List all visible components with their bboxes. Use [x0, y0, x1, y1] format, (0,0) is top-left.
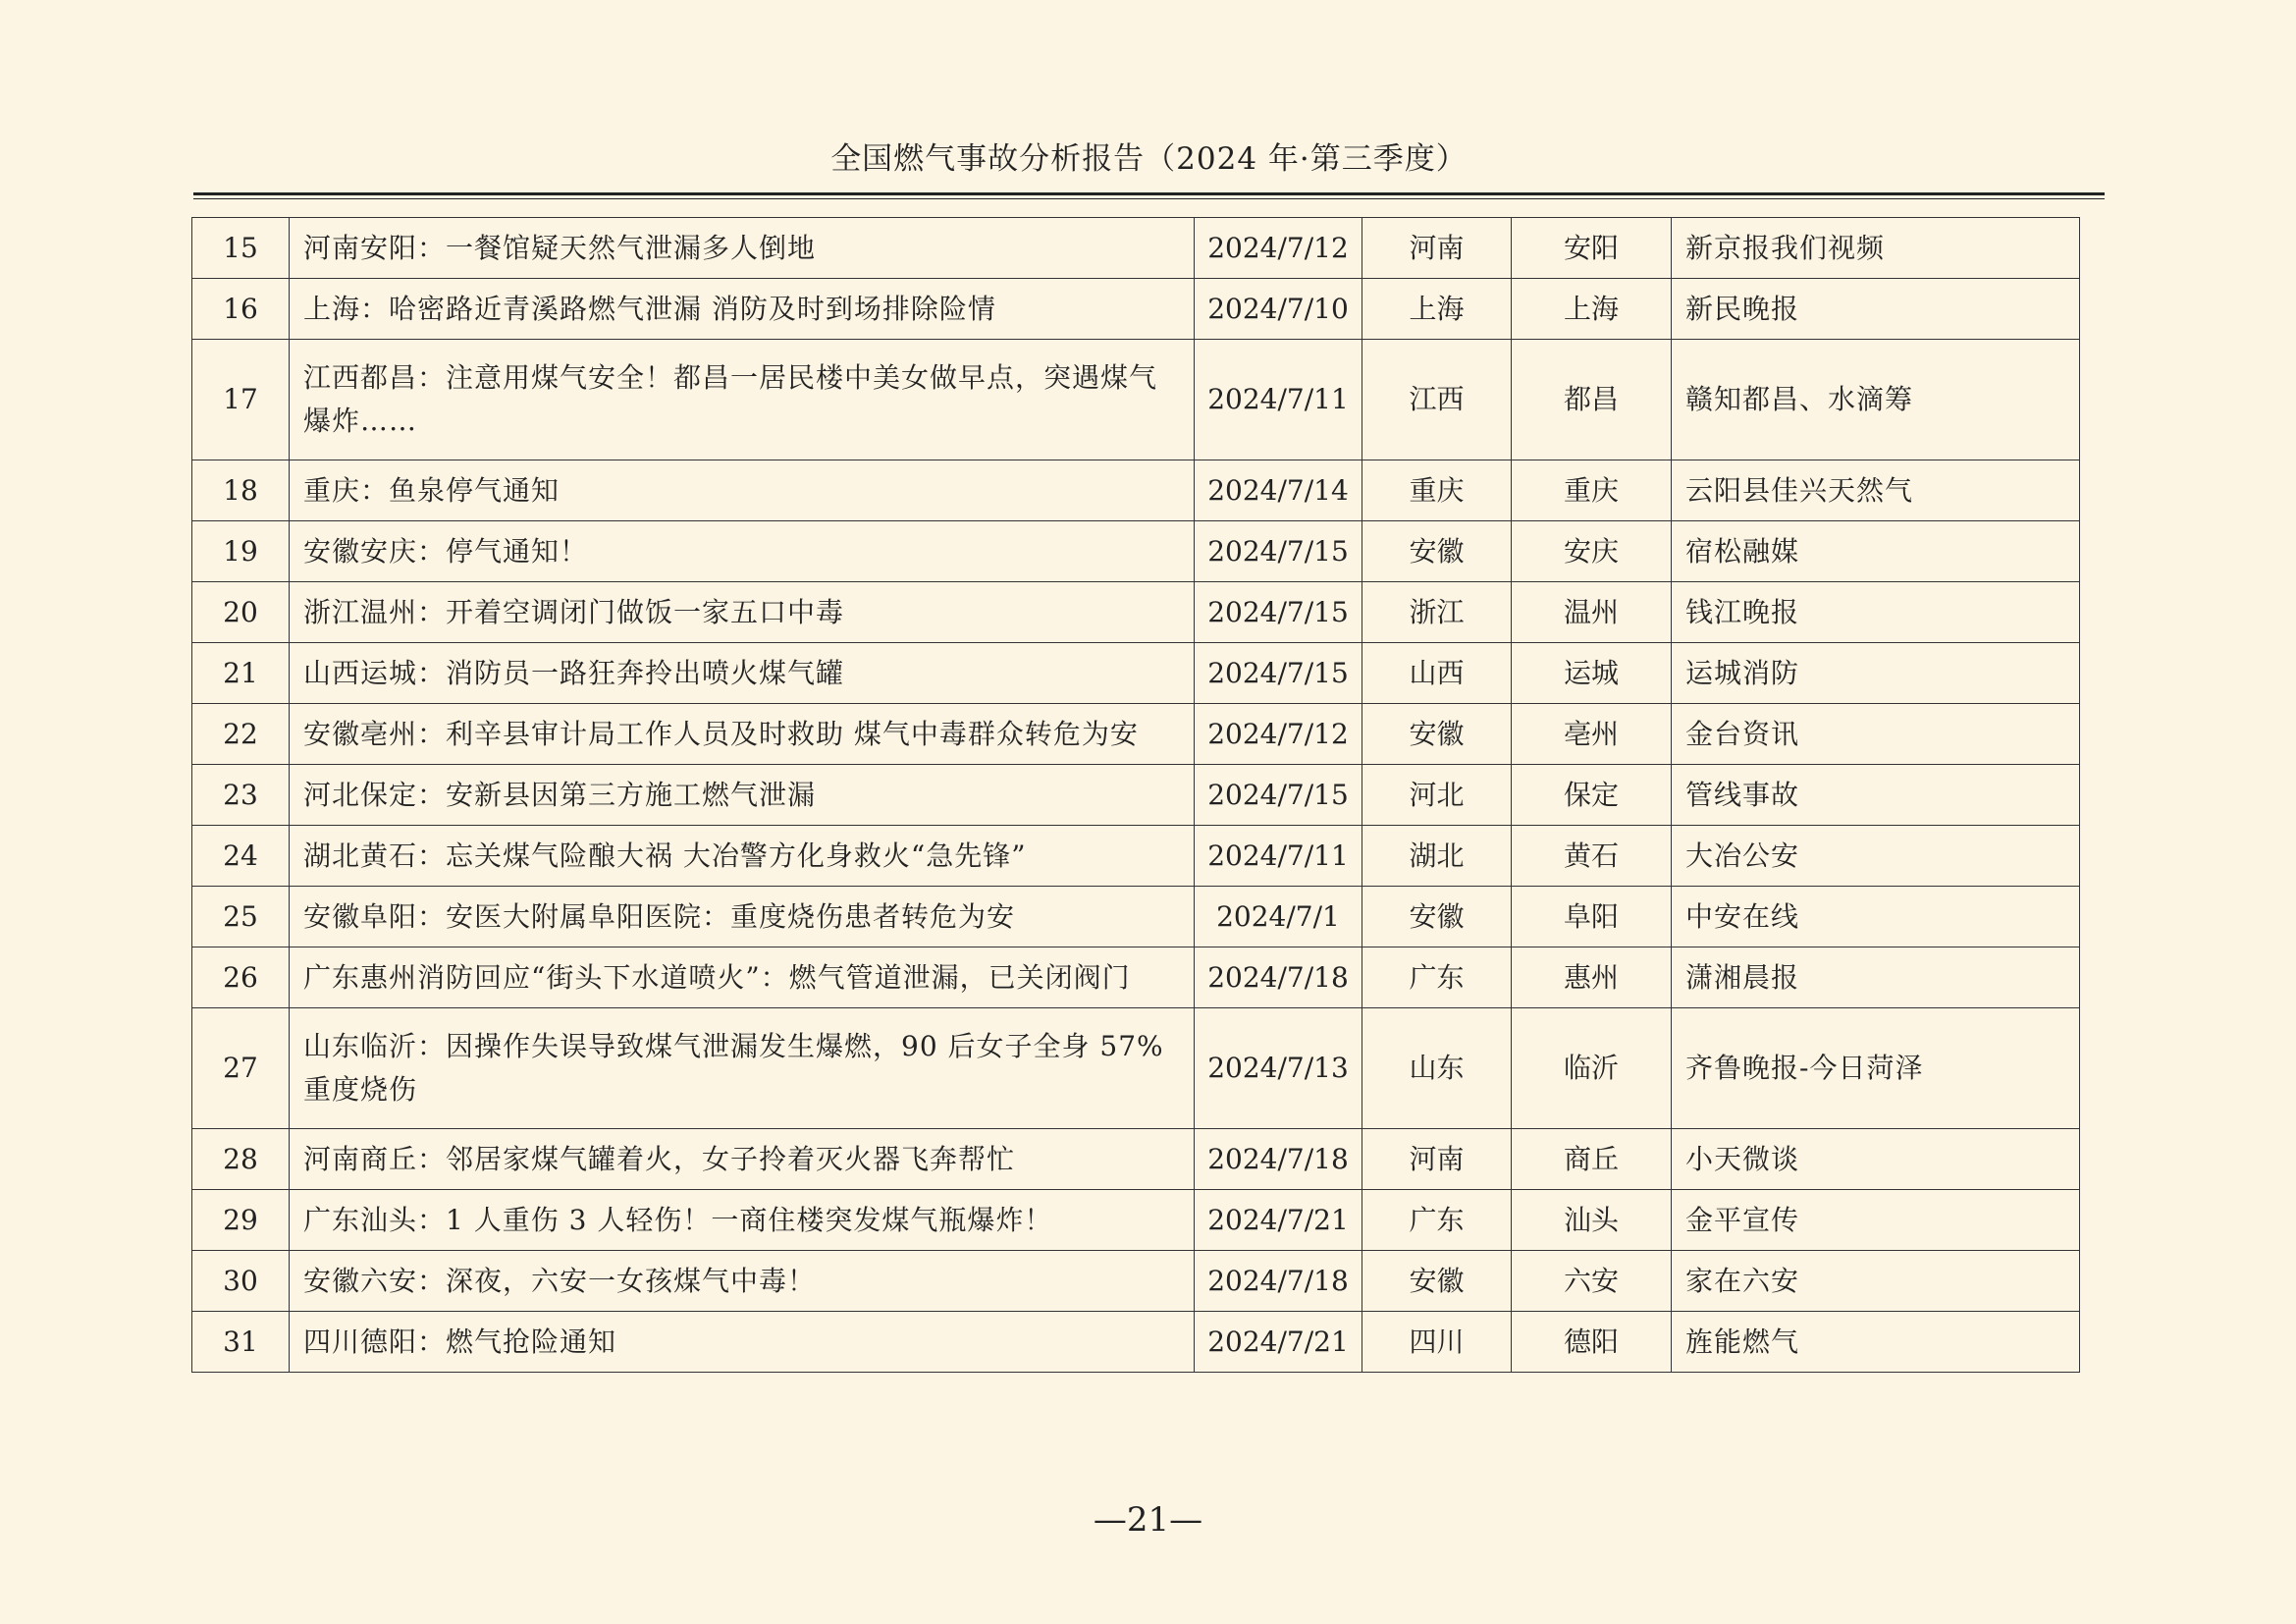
table-row: [192, 521, 2080, 582]
cell-city: 黄石: [1512, 826, 1672, 887]
cell-date: 2024/7/15: [1195, 582, 1362, 643]
cell-date: 2024/7/14: [1195, 460, 1362, 521]
cell-date: 2024/7/15: [1195, 521, 1362, 582]
cell-city: 汕头: [1512, 1190, 1672, 1251]
cell-number: 19: [192, 521, 290, 582]
cell-source: 运城消防: [1672, 643, 2080, 704]
cell-source: 家在六安: [1672, 1251, 2080, 1312]
cell-number: 24: [192, 826, 290, 887]
cell-number: 29: [192, 1190, 290, 1251]
cell-title: 江西都昌：注意用煤气安全！都昌一居民楼中美女做早点，突遇煤气爆炸……: [290, 340, 1195, 460]
cell-source: 金台资讯: [1672, 704, 2080, 765]
cell-title: 山西运城：消防员一路狂奔拎出喷火煤气罐: [290, 643, 1195, 704]
cell-title: 浙江温州：开着空调闭门做饭一家五口中毒: [290, 582, 1195, 643]
cell-source: 云阳县佳兴天然气: [1672, 460, 2080, 521]
cell-title: 广东汕头：1 人重伤 3 人轻伤！一商住楼突发煤气瓶爆炸！: [290, 1190, 1195, 1251]
cell-source: 新民晚报: [1672, 279, 2080, 340]
cell-province: 重庆: [1362, 460, 1512, 521]
cell-number: 21: [192, 643, 290, 704]
cell-city: 商丘: [1512, 1129, 1672, 1190]
cell-title: 河北保定：安新县因第三方施工燃气泄漏: [290, 765, 1195, 826]
cell-province: 广东: [1362, 947, 1512, 1008]
cell-province: 河北: [1362, 765, 1512, 826]
page-header-title: 全国燃气事故分析报告（2024 年·第三季度）: [830, 141, 1468, 177]
cell-title: 湖北黄石：忘关煤气险酿大祸 大冶警方化身救火“急先锋”: [290, 826, 1195, 887]
cell-city: 临沂: [1512, 1008, 1672, 1129]
page-number: —21—: [1093, 1500, 1203, 1540]
table-row: [192, 1312, 2080, 1373]
cell-title: 安徽亳州：利辛县审计局工作人员及时救助 煤气中毒群众转危为安: [290, 704, 1195, 765]
cell-date: 2024/7/15: [1195, 765, 1362, 826]
cell-source: 金平宣传: [1672, 1190, 2080, 1251]
table-row: [192, 1008, 2080, 1129]
cell-province: 四川: [1362, 1312, 1512, 1373]
cell-title: 安徽安庆：停气通知！: [290, 521, 1195, 582]
cell-source: 新京报我们视频: [1672, 218, 2080, 279]
incident-table: [191, 217, 2080, 1373]
cell-city: 六安: [1512, 1251, 1672, 1312]
cell-number: 31: [192, 1312, 290, 1373]
cell-date: 2024/7/12: [1195, 704, 1362, 765]
cell-title: 上海：哈密路近青溪路燃气泄漏 消防及时到场排除险情: [290, 279, 1195, 340]
cell-date: 2024/7/1: [1195, 887, 1362, 947]
table-row: [192, 1190, 2080, 1251]
table-row: [192, 887, 2080, 947]
cell-number: 17: [192, 340, 290, 460]
table-row: [192, 765, 2080, 826]
cell-source: 宿松融媒: [1672, 521, 2080, 582]
cell-province: 广东: [1362, 1190, 1512, 1251]
cell-title: 四川德阳：燃气抢险通知: [290, 1312, 1195, 1373]
cell-city: 运城: [1512, 643, 1672, 704]
cell-date: 2024/7/12: [1195, 218, 1362, 279]
cell-number: 25: [192, 887, 290, 947]
cell-title: 河南商丘：邻居家煤气罐着火，女子拎着灭火器飞奔帮忙: [290, 1129, 1195, 1190]
cell-date: 2024/7/11: [1195, 340, 1362, 460]
cell-city: 阜阳: [1512, 887, 1672, 947]
cell-province: 安徽: [1362, 521, 1512, 582]
table-row: [192, 704, 2080, 765]
cell-number: 28: [192, 1129, 290, 1190]
cell-source: 旌能燃气: [1672, 1312, 2080, 1373]
cell-title: 河南安阳：一餐馆疑天然气泄漏多人倒地: [290, 218, 1195, 279]
cell-city: 都昌: [1512, 340, 1672, 460]
cell-number: 23: [192, 765, 290, 826]
cell-city: 温州: [1512, 582, 1672, 643]
cell-city: 惠州: [1512, 947, 1672, 1008]
cell-number: 22: [192, 704, 290, 765]
cell-province: 湖北: [1362, 826, 1512, 887]
cell-number: 15: [192, 218, 290, 279]
cell-number: 27: [192, 1008, 290, 1129]
cell-province: 山西: [1362, 643, 1512, 704]
cell-number: 16: [192, 279, 290, 340]
cell-date: 2024/7/10: [1195, 279, 1362, 340]
header-rule-thick: [193, 192, 2105, 195]
cell-source: 大冶公安: [1672, 826, 2080, 887]
cell-source: 管线事故: [1672, 765, 2080, 826]
table-row: [192, 340, 2080, 460]
cell-number: 20: [192, 582, 290, 643]
cell-province: 山东: [1362, 1008, 1512, 1129]
cell-city: 保定: [1512, 765, 1672, 826]
table-row: [192, 643, 2080, 704]
cell-number: 30: [192, 1251, 290, 1312]
cell-province: 河南: [1362, 1129, 1512, 1190]
table-row: [192, 1129, 2080, 1190]
cell-date: 2024/7/18: [1195, 1129, 1362, 1190]
cell-date: 2024/7/21: [1195, 1190, 1362, 1251]
cell-province: 浙江: [1362, 582, 1512, 643]
cell-title: 重庆：鱼泉停气通知: [290, 460, 1195, 521]
cell-province: 江西: [1362, 340, 1512, 460]
cell-city: 亳州: [1512, 704, 1672, 765]
cell-date: 2024/7/18: [1195, 1251, 1362, 1312]
table-row: [192, 947, 2080, 1008]
cell-date: 2024/7/15: [1195, 643, 1362, 704]
cell-title: 广东惠州消防回应“街头下水道喷火”：燃气管道泄漏，已关闭阀门: [290, 947, 1195, 1008]
cell-source: 赣知都昌、水滴筹: [1672, 340, 2080, 460]
table-row: [192, 218, 2080, 279]
cell-city: 安庆: [1512, 521, 1672, 582]
cell-title: 安徽阜阳：安医大附属阜阳医院：重度烧伤患者转危为安: [290, 887, 1195, 947]
cell-source: 钱江晚报: [1672, 582, 2080, 643]
cell-province: 安徽: [1362, 1251, 1512, 1312]
table-row: [192, 279, 2080, 340]
table-row: [192, 826, 2080, 887]
table-row: [192, 582, 2080, 643]
header-rule-thin: [193, 198, 2105, 199]
cell-date: 2024/7/18: [1195, 947, 1362, 1008]
cell-source: 齐鲁晚报-今日菏泽: [1672, 1008, 2080, 1129]
table-row: [192, 460, 2080, 521]
cell-date: 2024/7/13: [1195, 1008, 1362, 1129]
cell-city: 重庆: [1512, 460, 1672, 521]
cell-number: 26: [192, 947, 290, 1008]
cell-number: 18: [192, 460, 290, 521]
cell-province: 安徽: [1362, 887, 1512, 947]
incident-table-container: [191, 217, 2080, 1373]
cell-title: 山东临沂：因操作失误导致煤气泄漏发生爆燃，90 后女子全身 57%重度烧伤: [290, 1008, 1195, 1129]
cell-date: 2024/7/11: [1195, 826, 1362, 887]
cell-city: 德阳: [1512, 1312, 1672, 1373]
cell-city: 安阳: [1512, 218, 1672, 279]
cell-province: 安徽: [1362, 704, 1512, 765]
cell-source: 潇湘晨报: [1672, 947, 2080, 1008]
cell-date: 2024/7/21: [1195, 1312, 1362, 1373]
table-row: [192, 1251, 2080, 1312]
cell-city: 上海: [1512, 279, 1672, 340]
incident-table-body: [192, 218, 2080, 1373]
cell-province: 上海: [1362, 279, 1512, 340]
cell-province: 河南: [1362, 218, 1512, 279]
cell-source: 中安在线: [1672, 887, 2080, 947]
cell-source: 小天微谈: [1672, 1129, 2080, 1190]
cell-title: 安徽六安：深夜，六安一女孩煤气中毒！: [290, 1251, 1195, 1312]
